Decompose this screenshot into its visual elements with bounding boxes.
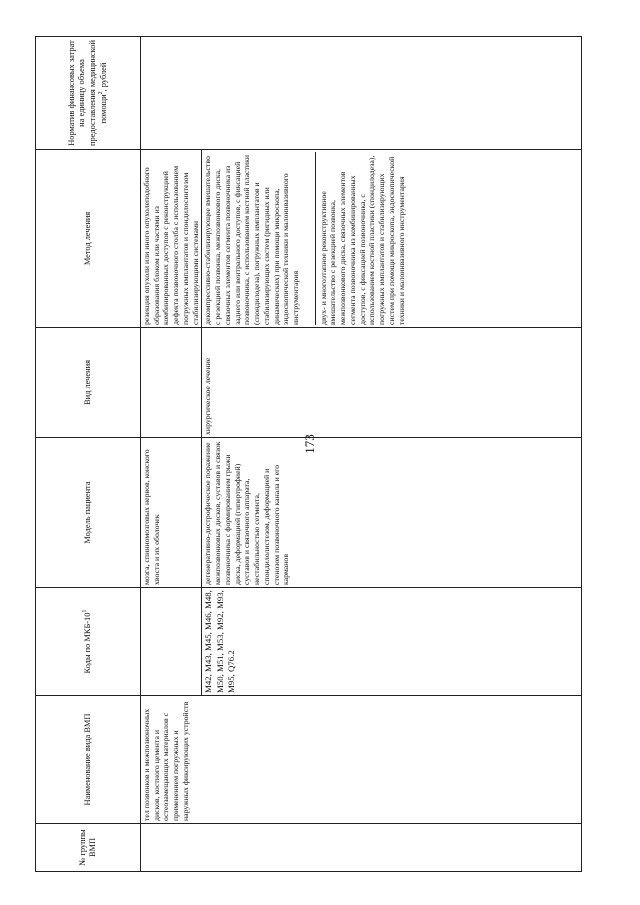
header-name: Наименование вида ВМП <box>36 696 141 824</box>
header-codes-text: Коды по МКБ-10 <box>83 612 93 674</box>
cell-treatment-row2: хирургическое лечение <box>202 328 582 438</box>
cell-model-row2: дегенеративно-дистрофическое поражение межпозвонковых дисков, суставов и связок позвоночника с формированием грыжи диска, деформацией (гипертрофией) суставов и связочного аппарата, нестабильностью сегмента, спондилолистезом, деформацией и стенозом позвоночного канала и его карманов <box>202 438 582 588</box>
cell-group-no <box>141 824 582 872</box>
cell-name: тел позвонков и межпозвоночных дисков, костного цемента и остеозамещающих материалов с применением погружных и наружных фиксирующих устройств <box>141 696 582 824</box>
header-codes-footnote: 1 <box>82 609 89 613</box>
vmp-table <box>35 36 582 872</box>
rotated-table-wrapper <box>35 37 550 872</box>
header-cost-suffix: , рублей <box>98 62 108 92</box>
header-codes <box>36 588 141 696</box>
method-item: декомпрессивно-стабилизирующее вмешательство с резекцией позвонка, межпозвонкового диска, связочных элементов сегмента позвоночника из заднего или вентрального доступов, с фиксацией позвоночника, с использованием костной пластики (спондилодеза), погружных имплантатов и стабилизирующих систем (ригидных или динамических) при помощи микроскопа, эндоскопической техники и малоинвазивного инструментария <box>203 154 301 325</box>
method-item: двух- и многоэтапное реконструктивное вмешательство с резекцией позвонка, межпозвонкового диска, связочных элементов сегмента позвоночника из комбинированных доступов, с фиксацией позвоночника, с использованием костной пластики (спондилодеза), погружных имплантатов и стабилизирующих систем при помощи микроскопа, эндоскопической техники и малоинвазивного инструментария <box>315 152 407 325</box>
header-model: Модель пациента <box>36 438 141 588</box>
page-number: 173 <box>301 434 317 454</box>
cell-method-row1: резекция опухоли или иного опухолеподобного образования блоком или частями из комбинированных доступов с реконструкцией дефекта позвоночного столба с использованием погружных имплантатов и спондилосинтезом стабилизирующими системами <box>141 150 202 328</box>
header-treatment-type: Вид лечения <box>36 328 141 438</box>
header-group-no: № группы ВМП <box>36 824 141 872</box>
table-row <box>141 37 202 872</box>
cell-codes-row1 <box>141 588 202 696</box>
header-cost <box>36 37 141 150</box>
header-cost-text: Норматив финансовых затрат на единицу объема предоставления медицинской помощи <box>66 40 108 146</box>
table-header-row <box>36 37 141 872</box>
cell-codes-row2: M42, M43, M45, M46, M48, M50, M51, M53, M92, M93, M95, Q76.2 <box>202 588 582 696</box>
header-cost-footnote: 2 <box>98 91 105 95</box>
cell-cost <box>141 37 582 150</box>
cell-treatment-row1 <box>141 328 202 438</box>
cell-model-row1: мозга, спинномозговых нервов, конского хвоста и их оболочек <box>141 438 202 588</box>
header-method: Метод лечения <box>36 150 141 328</box>
cell-method-row2 <box>202 150 582 328</box>
